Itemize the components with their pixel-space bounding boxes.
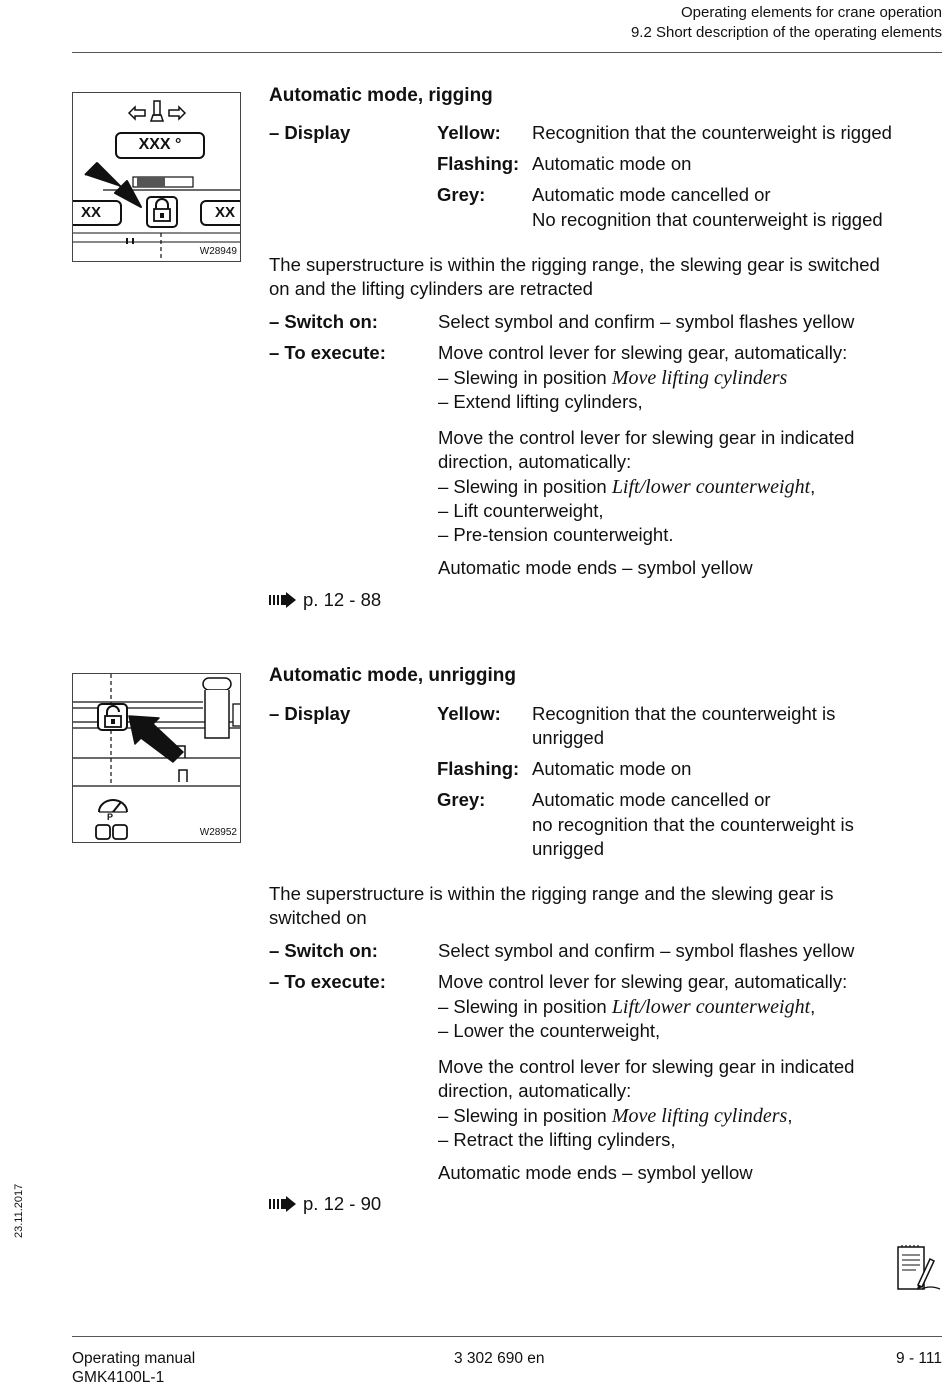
execute-intro: Move control lever for slewing gear, automatically: <box>438 342 848 363</box>
page-reference-text: p. 12 - 88 <box>303 589 382 610</box>
header-rule <box>72 52 942 53</box>
state-flashing-key: Flashing: <box>437 758 520 779</box>
execute-intro-2: Move the control lever for slewing gear in indicated <box>438 1056 855 1077</box>
condition-line2: switched on <box>269 907 367 928</box>
execute-intro-2: Move the control lever for slewing gear in indicated <box>438 427 855 448</box>
footer-doc-number: 3 302 690 en <box>454 1350 545 1367</box>
state-flashing-key: Flashing: <box>437 153 520 174</box>
footer-rule <box>72 1336 942 1337</box>
display-right-label: XX <box>215 204 236 221</box>
display-label: – Display <box>269 703 351 724</box>
state-yellow-text-line1: Recognition that the counterweight is <box>532 703 836 724</box>
state-yellow-text: Recognition that the counterweight is rigged <box>532 122 892 143</box>
execute-step: – Slewing in position Lift/lower counterweight, <box>438 476 816 498</box>
display-unrigging-illustration <box>73 674 240 842</box>
execute-intro-2: direction, automatically: <box>438 1080 632 1101</box>
condition-line1: The superstructure is within the rigging range and the slewing gear is <box>269 883 834 904</box>
execute-step: – Slewing in position Lift/lower counterweight, <box>438 996 816 1018</box>
state-grey-text-line3: unrigged <box>532 838 605 859</box>
execute-step: – Lower the counterweight, <box>438 1020 661 1041</box>
mode-ends-text: Automatic mode ends – symbol yellow <box>438 1162 753 1183</box>
page-reference-link[interactable] <box>269 1193 381 1215</box>
figure-rigging <box>72 92 241 262</box>
display-value-label: XXX ° <box>138 136 182 153</box>
header-chapter: Operating elements for crane operation <box>681 4 942 21</box>
execute-intro-2: direction, automatically: <box>438 451 632 472</box>
page-reference-text: p. 12 - 90 <box>303 1193 382 1214</box>
state-grey-text-line2: No recognition that counterweight is rigged <box>532 209 883 230</box>
display-rigging-illustration <box>73 93 240 261</box>
figure-code: W28949 <box>199 246 237 257</box>
condition-line2: on and the lifting cylinders are retracted <box>269 278 593 299</box>
execute-step: – Retract the lifting cylinders, <box>438 1129 676 1150</box>
state-yellow-key: Yellow: <box>437 122 501 143</box>
footer-model: GMK4100L-1 <box>72 1369 165 1386</box>
footer-manual: Operating manual <box>72 1350 196 1367</box>
state-yellow-text-line2: unrigged <box>532 727 605 748</box>
execute-step: – Lift counterweight, <box>438 500 604 521</box>
mode-ends-text: Automatic mode ends – symbol yellow <box>438 557 753 578</box>
state-grey-text-line2: no recognition that the counterweight is <box>532 814 854 835</box>
reference-arrow-icon <box>269 1196 299 1212</box>
header-section: 9.2 Short description of the operating elements <box>630 24 942 41</box>
execute-intro: Move control lever for slewing gear, automatically: <box>438 971 848 992</box>
switch-on-label: – Switch on: <box>269 311 378 332</box>
switch-on-label: – Switch on: <box>269 940 378 961</box>
execute-step: – Pre-tension counterweight. <box>438 524 674 545</box>
display-left-label: XX <box>81 204 102 221</box>
state-flashing-text: Automatic mode on <box>532 758 692 779</box>
figure-unrigging <box>72 673 241 843</box>
execute-step: – Slewing in position Move lifting cylinders <box>438 367 788 389</box>
page-reference-link[interactable] <box>269 589 381 611</box>
display-label: – Display <box>269 122 351 143</box>
state-grey-text-line1: Automatic mode cancelled or <box>532 184 771 205</box>
execute-step: – Extend lifting cylinders, <box>438 391 643 412</box>
execute-label: – To execute: <box>269 342 386 363</box>
figure-code: W28952 <box>199 827 237 838</box>
condition-line1: The superstructure is within the rigging range, the slewing gear is switched <box>269 254 880 275</box>
state-grey-text-line1: Automatic mode cancelled or <box>532 789 771 810</box>
state-flashing-text: Automatic mode on <box>532 153 692 174</box>
section-title-rigging: Automatic mode, rigging <box>269 85 493 106</box>
switch-on-text: Select symbol and confirm – symbol flashes yellow <box>438 311 855 332</box>
state-grey-key: Grey: <box>437 184 486 205</box>
execute-step: – Slewing in position Move lifting cylinders, <box>438 1105 793 1127</box>
gauge-letter: P <box>107 812 114 822</box>
reference-arrow-icon <box>269 592 299 608</box>
footer-page-number: 9 - 111 <box>896 1350 942 1367</box>
side-date: 23.11.2017 <box>13 1183 25 1238</box>
switch-on-text: Select symbol and confirm – symbol flashes yellow <box>438 940 855 961</box>
state-grey-key: Grey: <box>437 789 486 810</box>
notes-icon <box>894 1245 942 1298</box>
execute-label: – To execute: <box>269 971 386 992</box>
section-title-unrigging: Automatic mode, unrigging <box>269 665 516 686</box>
state-yellow-key: Yellow: <box>437 703 501 724</box>
